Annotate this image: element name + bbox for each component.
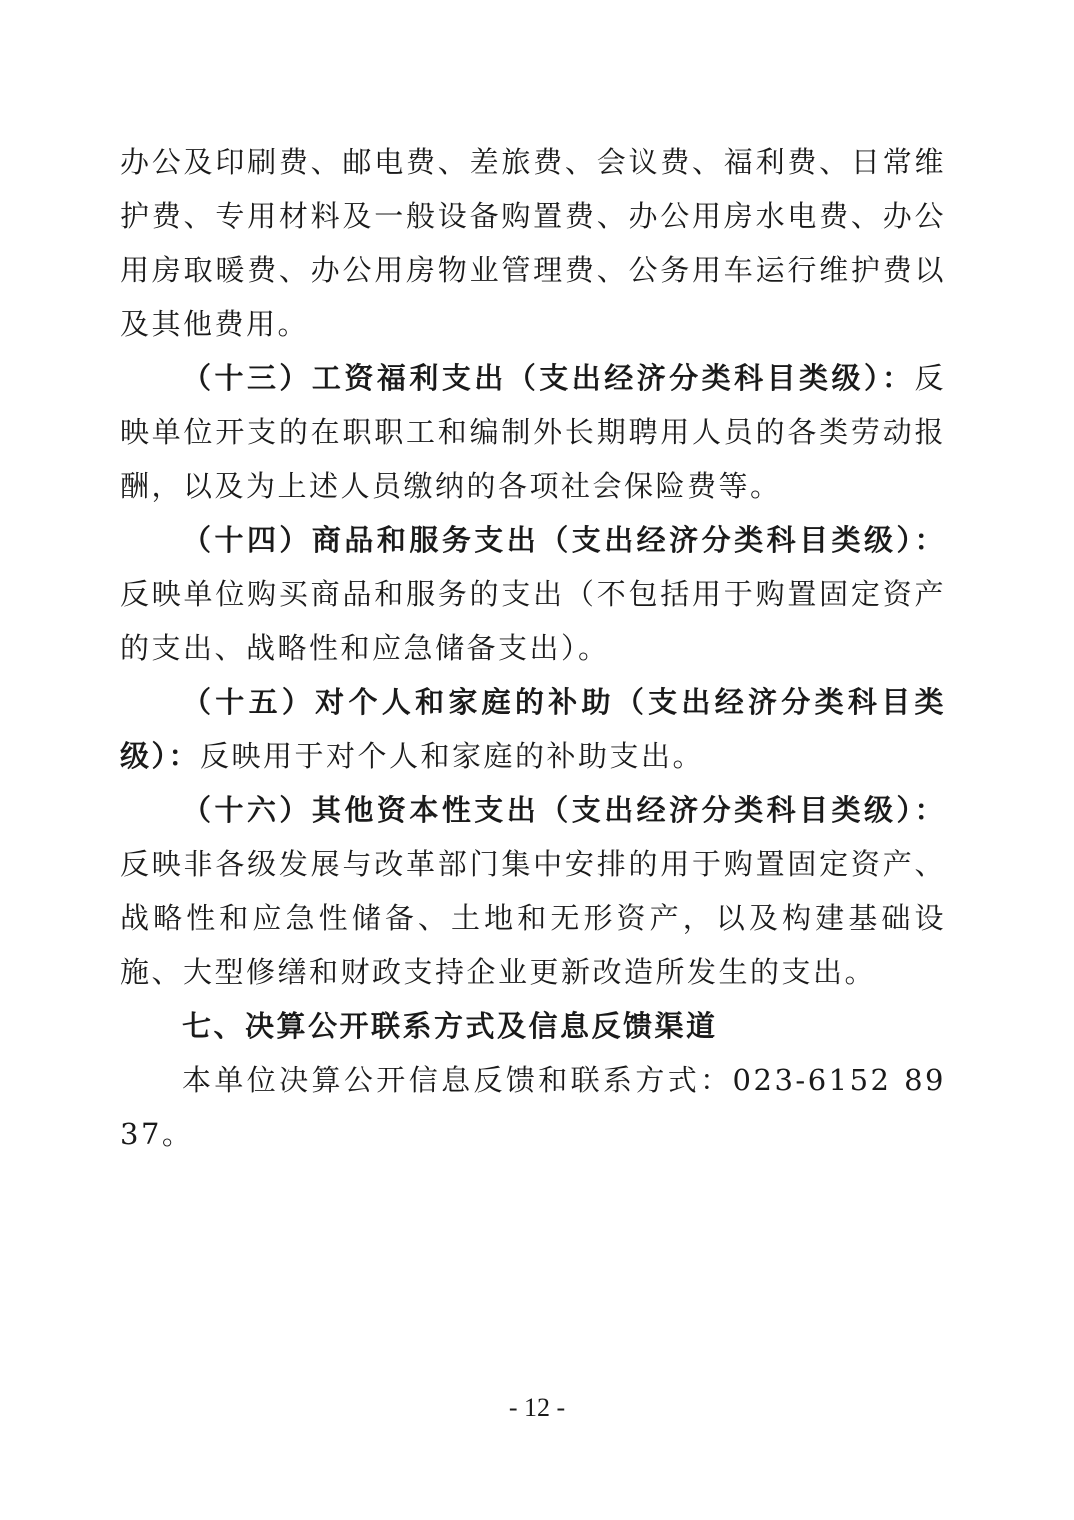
item-15-heading: （十五）对个人和家庭的补助（支出经济分类科目类级）： (120, 685, 946, 773)
item-13-heading: （十三）工资福利支出（支出经济分类科目类级）： (182, 361, 915, 395)
document-body (120, 135, 946, 1161)
item-15-body: 反映用于对个人和家庭的补助支出。 (200, 739, 705, 773)
item-16-body: 反映非各级发展与改革部门集中安排的用于购置固定资产、战略性和应急性储备、土地和无形资产，以及构建基础设施、大型修缮和财政支持企业更新改造所发生的支出。 (120, 847, 946, 989)
item-14-body: 反映单位购买商品和服务的支出（不包括用于购置固定资产的支出、战略性和应急储备支出）。 (120, 577, 946, 665)
paragraph-continuation: 办公及印刷费、邮电费、差旅费、会议费、福利费、日常维护费、专用材料及一般设备购置费、办公用房水电费、办公用房取暖费、办公用房物业管理费、公务用车运行维护费以及其他费用。 (120, 145, 946, 341)
item-14-heading: （十四）商品和服务支出（支出经济分类科目类级）： (182, 523, 946, 557)
paragraph-item-16 (120, 783, 946, 999)
item-13-body: 反映单位开支的在职职工和编制外长期聘用人员的各类劳动报酬，以及为上述人员缴纳的各项社会保险费等。 (120, 361, 946, 503)
paragraph-item-13 (120, 351, 946, 513)
contact-paragraph: 本单位决算公开信息反馈和联系方式：023-6152 8937。 (120, 1063, 946, 1151)
page-number: - 12 - (508, 1393, 566, 1422)
paragraph-item-15 (120, 675, 946, 783)
section-heading: 七、决算公开联系方式及信息反馈渠道 (182, 1009, 718, 1043)
paragraph-item-14 (120, 513, 946, 675)
item-16-heading: （十六）其他资本性支出（支出经济分类科目类级）： (182, 793, 946, 827)
